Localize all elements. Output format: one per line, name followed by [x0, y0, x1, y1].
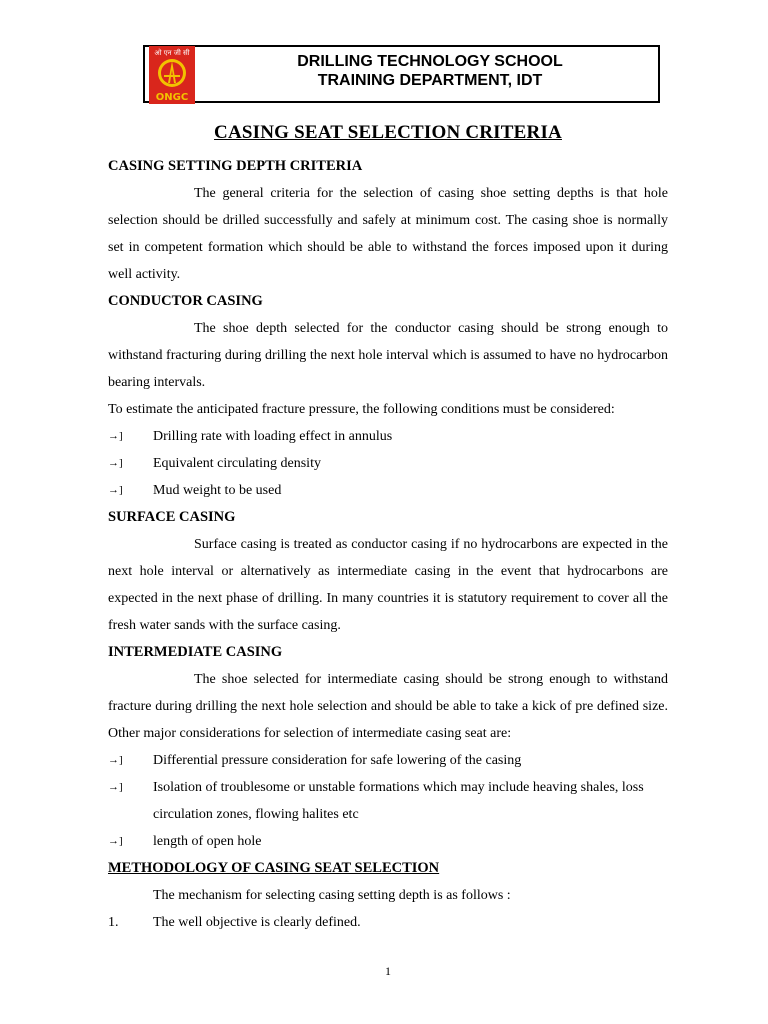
- list-item: [108, 450, 668, 477]
- header-text: [200, 52, 660, 90]
- paragraph-intermediate-casing: The shoe selected for intermediate casing should be strong enough to withstand fracture during drilling the next hole selection and should be able to take a kick of pre defined size. Other major considerations for selection of intermediate casing seat are:: [108, 672, 668, 741]
- heading-conductor-casing: CONDUCTOR CASING: [108, 293, 263, 309]
- ongc-logo: [149, 46, 195, 104]
- list-item: [108, 774, 668, 828]
- page-number: 1: [385, 964, 391, 978]
- list-item-text: Drilling rate with loading effect in annulus: [153, 429, 393, 444]
- list-item: [108, 747, 668, 774]
- paragraph-methodology-intro: The mechanism for selecting casing setting depth is as follows :: [153, 888, 511, 903]
- svg-text:ओ एन जी सी: ओ एन जी सी: [154, 49, 190, 57]
- header-line2: TRAINING DEPARTMENT, IDT: [317, 72, 543, 89]
- paragraph-conductor-casing: The shoe depth selected for the conductor casing should be strong enough to withstand fracturing during drilling the next hole interval which is assumed to have no hydrocarbon bearing intervals.: [108, 321, 668, 390]
- list-item-text: Differential pressure consideration for safe lowering of the casing: [153, 753, 522, 768]
- svg-text:ONGC: ONGC: [155, 92, 189, 103]
- arrow-bullet-icon: →]: [108, 781, 123, 793]
- list-item-text: Equivalent circulating density: [153, 456, 321, 471]
- heading-surface-casing: SURFACE CASING: [108, 509, 236, 525]
- list-item-text: Mud weight to be used: [153, 483, 282, 498]
- numbered-item-text: The well objective is clearly defined.: [153, 915, 361, 930]
- list-item-text: length of open hole: [153, 834, 262, 849]
- arrow-bullet-icon: →]: [108, 484, 123, 496]
- arrow-bullet-icon: →]: [108, 754, 123, 766]
- arrow-bullet-icon: →]: [108, 457, 123, 469]
- paragraph-fracture-pressure-note: To estimate the anticipated fracture pressure, the following conditions must be considered:: [108, 402, 615, 417]
- arrow-bullet-icon: →]: [108, 430, 123, 442]
- heading-intermediate-casing: INTERMEDIATE CASING: [108, 644, 283, 660]
- list-item-text: Isolation of troublesome or unstable formations which may include heaving shales, loss circulation zones, flowing halites etc: [153, 780, 644, 822]
- item-number: 1.: [108, 915, 119, 930]
- numbered-item: [108, 909, 668, 936]
- arrow-bullet-icon: →]: [108, 835, 123, 847]
- heading-methodology: METHODOLOGY OF CASING SEAT SELECTION: [108, 860, 440, 876]
- paragraph-casing-setting-depth: The general criteria for the selection of casing shoe setting depths is that hole selection should be drilled successfully and safely at minimum cost. The casing shoe is normally set in competent formation which should be able to withstand the forces imposed upon it during well activity.: [108, 186, 668, 282]
- header-line1: DRILLING TECHNOLOGY SCHOOL: [297, 53, 563, 70]
- list-item: [108, 477, 668, 504]
- list-item: [108, 828, 668, 855]
- document-title: CASING SEAT SELECTION CRITERIA: [214, 122, 562, 143]
- document-body: [108, 153, 668, 936]
- heading-casing-setting-depth: CASING SETTING DEPTH CRITERIA: [108, 158, 363, 174]
- list-item: [108, 423, 668, 450]
- paragraph-surface-casing: Surface casing is treated as conductor casing if no hydrocarbons are expected in the next hole interval or alternatively as intermediate casing in the event that hydrocarbons are expected in the next phase of drilling. In many countries it is statutory requirement to cover all the fresh water sands with the surface casing.: [108, 537, 668, 633]
